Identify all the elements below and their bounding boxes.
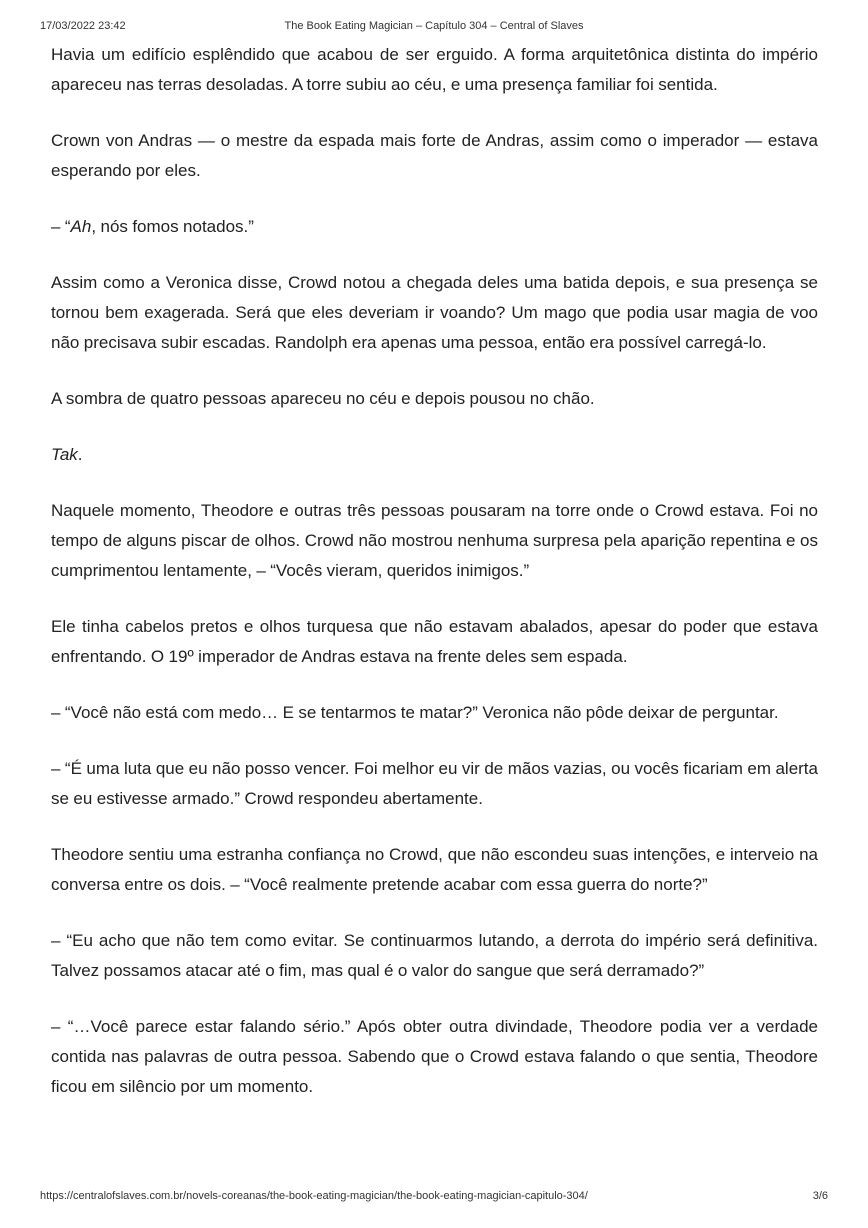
paragraph: Crown von Andras — o mestre da espada mais forte de Andras, assim como o imperador — estava esperando por eles. — [51, 131, 818, 180]
paragraph: – “Eu acho que não tem como evitar. Se continuarmos lutando, a derrota do império será definitiva. Talvez possamos atacar até o fim, mas qual é o valor do sangue que será derramado?” — [51, 931, 818, 980]
paragraph: Havia um edifício esplêndido que acabou de ser erguido. A forma arquitetônica distinta do império apareceu nas terras desoladas. A torre subiu ao céu, e uma presença familiar foi sentida. — [51, 45, 818, 94]
print-header — [40, 20, 828, 36]
paragraph: – “…Você parece estar falando sério.” Após obter outra divindade, Theodore podia ver a verdade contida nas palavras de outra pessoa. Sabendo que o Crowd estava falando o que sentia, Theodore ficou em silêncio por um momento. — [51, 1017, 818, 1096]
paragraph: Ele tinha cabelos pretos e olhos turquesa que não estavam abalados, apesar do poder que estava enfrentando. O 19º imperador de Andras estava na frente deles sem espada. — [51, 617, 818, 666]
article-body — [51, 40, 818, 1128]
paragraph: – “Ah, nós fomos notados.” — [51, 217, 254, 236]
print-url: https://centralofslaves.com.br/novels-coreanas/the-book-eating-magician/the-book-eating-magician-capitulo-304/ — [40, 1190, 588, 1202]
print-page-title: The Book Eating Magician – Capítulo 304 – Central of Slaves — [284, 20, 584, 32]
paragraph: Naquele momento, Theodore e outras três pessoas pousaram na torre onde o Crowd estava. Foi no tempo de alguns piscar de olhos. Crowd não mostrou nenhuma surpresa pela aparição repentina e os cumprimentou lentamente, – “Vocês vieram, queridos inimigos.” — [51, 501, 818, 580]
paragraph: A sombra de quatro pessoas apareceu no céu e depois pousou no chão. — [51, 389, 595, 408]
paragraph: – “É uma luta que eu não posso vencer. Foi melhor eu vir de mãos vazias, ou vocês ficariam em alerta se eu estivesse armado.” Crowd respondeu abertamente. — [51, 759, 818, 808]
paragraph: Assim como a Veronica disse, Crowd notou a chegada deles uma batida depois, e sua presença se tornou bem exagerada. Será que eles deveriam ir voando? Um mago que podia usar magia de voo não precisava subir escadas. Randolph era apenas uma pessoa, então era possível carregá-lo. — [51, 273, 818, 352]
paragraph: Tak. — [51, 445, 83, 464]
paragraph: – “Você não está com medo… E se tentarmos te matar?” Veronica não pôde deixar de perguntar. — [51, 703, 779, 722]
page-number: 3/6 — [812, 1190, 828, 1202]
print-footer — [40, 1190, 828, 1206]
print-datetime: 17/03/2022 23:42 — [40, 20, 126, 32]
paragraph: Theodore sentiu uma estranha confiança no Crowd, que não escondeu suas intenções, e interveio na conversa entre os dois. – “Você realmente pretende acabar com essa guerra do norte?” — [51, 845, 818, 894]
